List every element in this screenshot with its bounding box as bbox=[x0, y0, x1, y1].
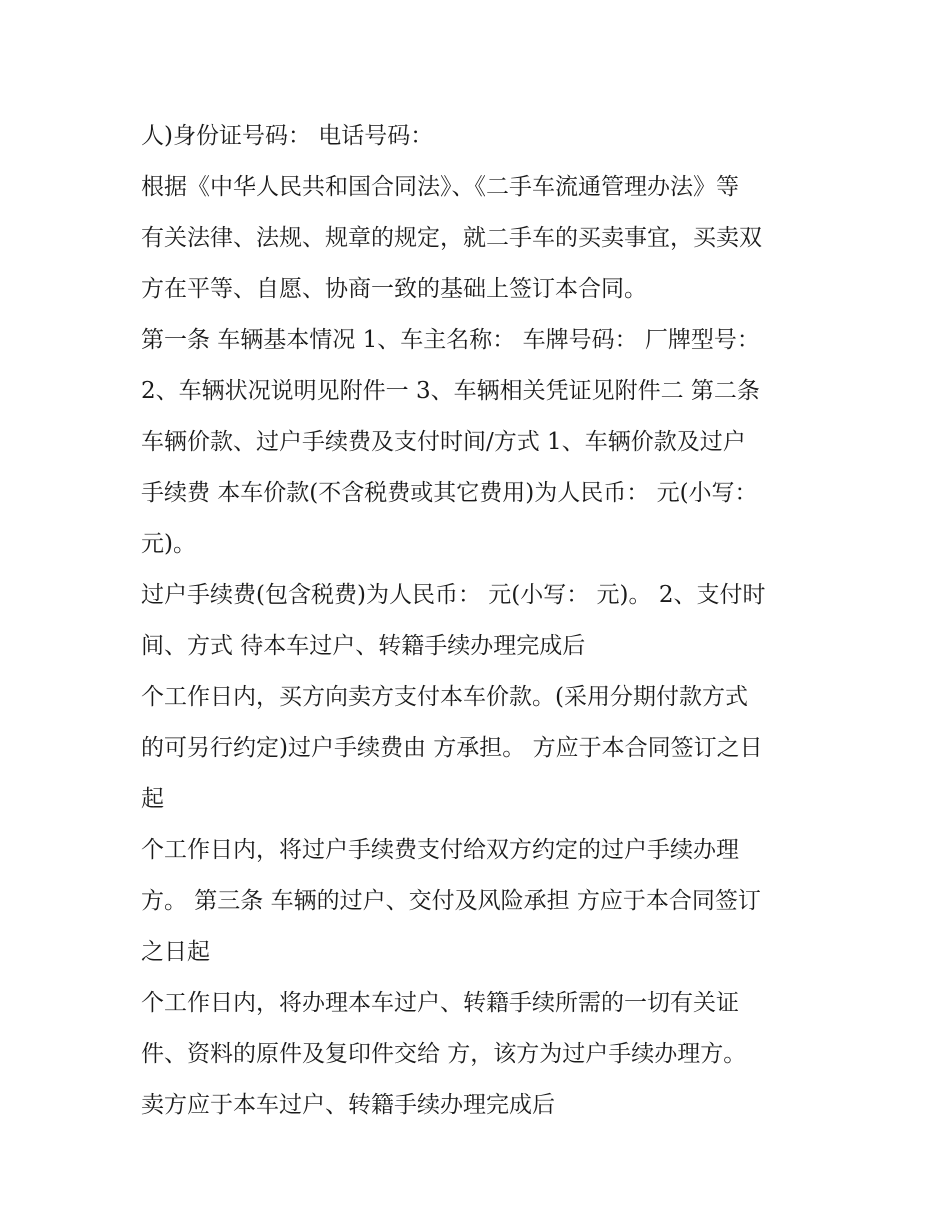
text-line: 件、资料的原件及复印件交给 方，该方为过户手续办理方。 bbox=[141, 1041, 747, 1067]
text-line: 元)。 bbox=[141, 531, 196, 557]
text-line: 间、方式 待本车过户、转籍手续办理完成后 bbox=[141, 633, 586, 659]
text-line: 人)身份证号码： 电话号码： bbox=[141, 123, 434, 149]
text-line: 有关法律、法规、规章的规定，就二手车的买卖事宜，买卖双 bbox=[141, 225, 762, 251]
text-line: 卖方应于本车过户、转籍手续办理完成后 bbox=[141, 1092, 555, 1118]
text-line: 车辆价款、过户手续费及支付时间/方式 1、车辆价款及过户 bbox=[141, 429, 746, 455]
text-line: 之日起 bbox=[141, 939, 210, 965]
text-line: 第一条 车辆基本情况 1、车主名称： 车牌号码： 厂牌型号： bbox=[141, 327, 760, 353]
text-line: 根据《中华人民共和国合同法》、《二手车流通管理办法》等 bbox=[141, 174, 739, 200]
text-line: 个工作日内，买方向卖方支付本车价款。(采用分期付款方式 bbox=[141, 684, 748, 710]
text-line: 个工作日内，将办理本车过户、转籍手续所需的一切有关证 bbox=[141, 990, 739, 1016]
text-line: 过户手续费(包含税费)为人民币： 元(小写： 元)。 2、支付时 bbox=[141, 582, 766, 608]
text-line: 个工作日内，将过户手续费支付给双方约定的过户手续办理 bbox=[141, 837, 739, 863]
text-line: 2、车辆状况说明见附件一 3、车辆相关凭证见附件二 第二条 bbox=[141, 378, 760, 404]
text-line: 手续费 本车价款(不含税费或其它费用)为人民币： 元(小写： bbox=[141, 480, 758, 506]
text-line: 方在平等、自愿、协商一致的基础上签订本合同。 bbox=[141, 276, 647, 302]
contract-body-text bbox=[141, 111, 831, 1131]
text-line: 的可另行约定)过户手续费由 方承担。 方应于本合同签订之日 bbox=[141, 735, 763, 761]
text-line: 方。 第三条 车辆的过户、交付及风险承担 方应于本合同签订 bbox=[141, 888, 761, 914]
text-line: 起 bbox=[141, 786, 164, 812]
